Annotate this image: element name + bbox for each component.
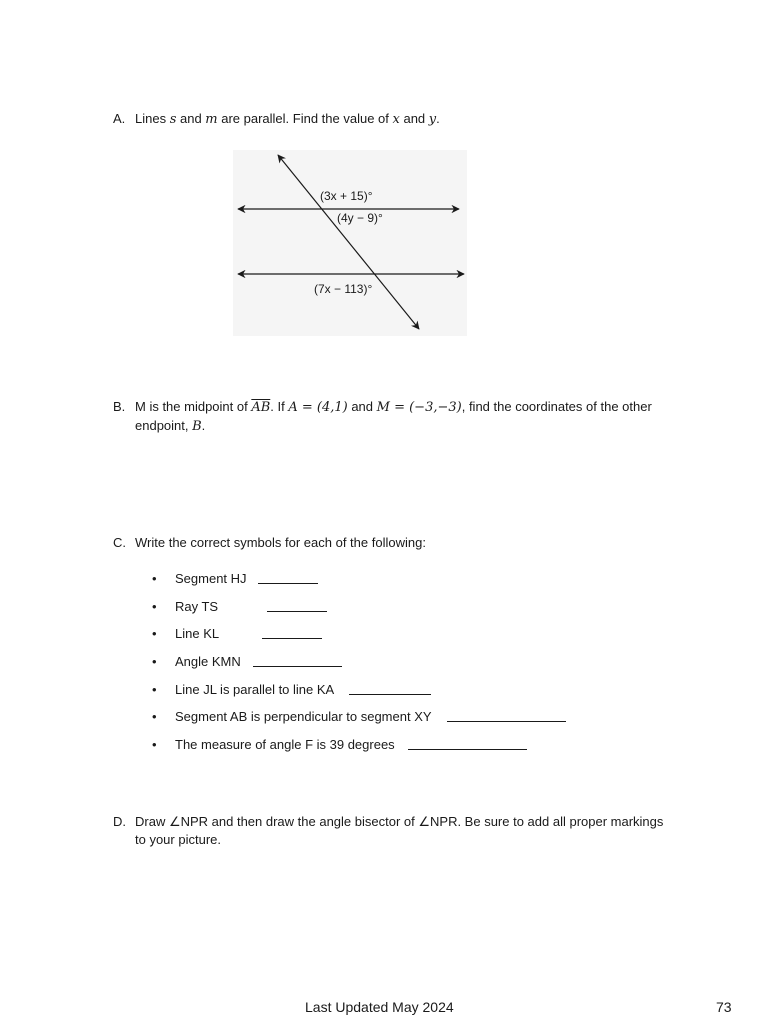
answer-blank[interactable] (262, 638, 322, 639)
list-item-label: Ray TS (175, 598, 219, 614)
bullet-dot: • (152, 654, 157, 670)
answer-blank[interactable] (258, 583, 318, 584)
question-a (113, 110, 673, 129)
angle-label-bottom: (7x − 113)° (314, 282, 373, 296)
answer-blank[interactable] (408, 749, 527, 750)
answer-blank[interactable] (349, 694, 431, 695)
list-item-label: Angle KMN (175, 654, 241, 670)
segment-ab: $\overline{AB}$ (251, 400, 271, 415)
question-d-letter: D. (113, 814, 126, 829)
answer-blank[interactable] (447, 721, 566, 722)
answer-blank[interactable] (253, 666, 342, 667)
list-item-label: The measure of angle F is 39 degrees (175, 737, 395, 753)
question-c (113, 534, 673, 552)
list-item-label: Line JL is parallel to line KA (175, 681, 335, 697)
question-b-letter: B. (113, 399, 126, 414)
list-item-label: Line KL (175, 626, 220, 642)
question-a-letter: A. (113, 111, 126, 126)
list-item-label: Segment HJ (175, 571, 247, 586)
question-c-letter: C. (113, 535, 126, 550)
bullet-dot: • (152, 626, 157, 642)
last-updated-footer: Last Updated May 2024 (305, 999, 454, 1015)
bullet-dot: • (152, 598, 157, 614)
bullet-dot: • (152, 737, 157, 753)
question-b-text: M is the midpoint of $\overline{AB}$. If A = (4,1) and M = (−3,−3), find the coordinates of the other endpoint, B. (135, 399, 652, 434)
angle-label-top: (3x + 15)° (320, 189, 373, 203)
bullet-dot: • (152, 681, 157, 697)
answer-blank[interactable] (267, 611, 327, 612)
question-b (113, 398, 673, 436)
question-a-text: Lines s and m are parallel. Find the value of x and y. (135, 111, 440, 127)
question-d (113, 813, 673, 849)
angle-label-middle: (4y − 9)° (337, 211, 383, 225)
question-d-text: Draw ∠NPR and then draw the angle bisector of ∠NPR. Be sure to add all proper markings to your picture. (135, 814, 664, 847)
list-item-label: Segment AB is perpendicular to segment XY (175, 709, 432, 725)
bullet-dot: • (152, 571, 157, 586)
bullet-dot: • (152, 709, 157, 725)
parallel-lines-diagram (233, 150, 467, 336)
question-c-text: Write the correct symbols for each of the following: (135, 535, 426, 550)
page-number: 73 (716, 999, 732, 1015)
